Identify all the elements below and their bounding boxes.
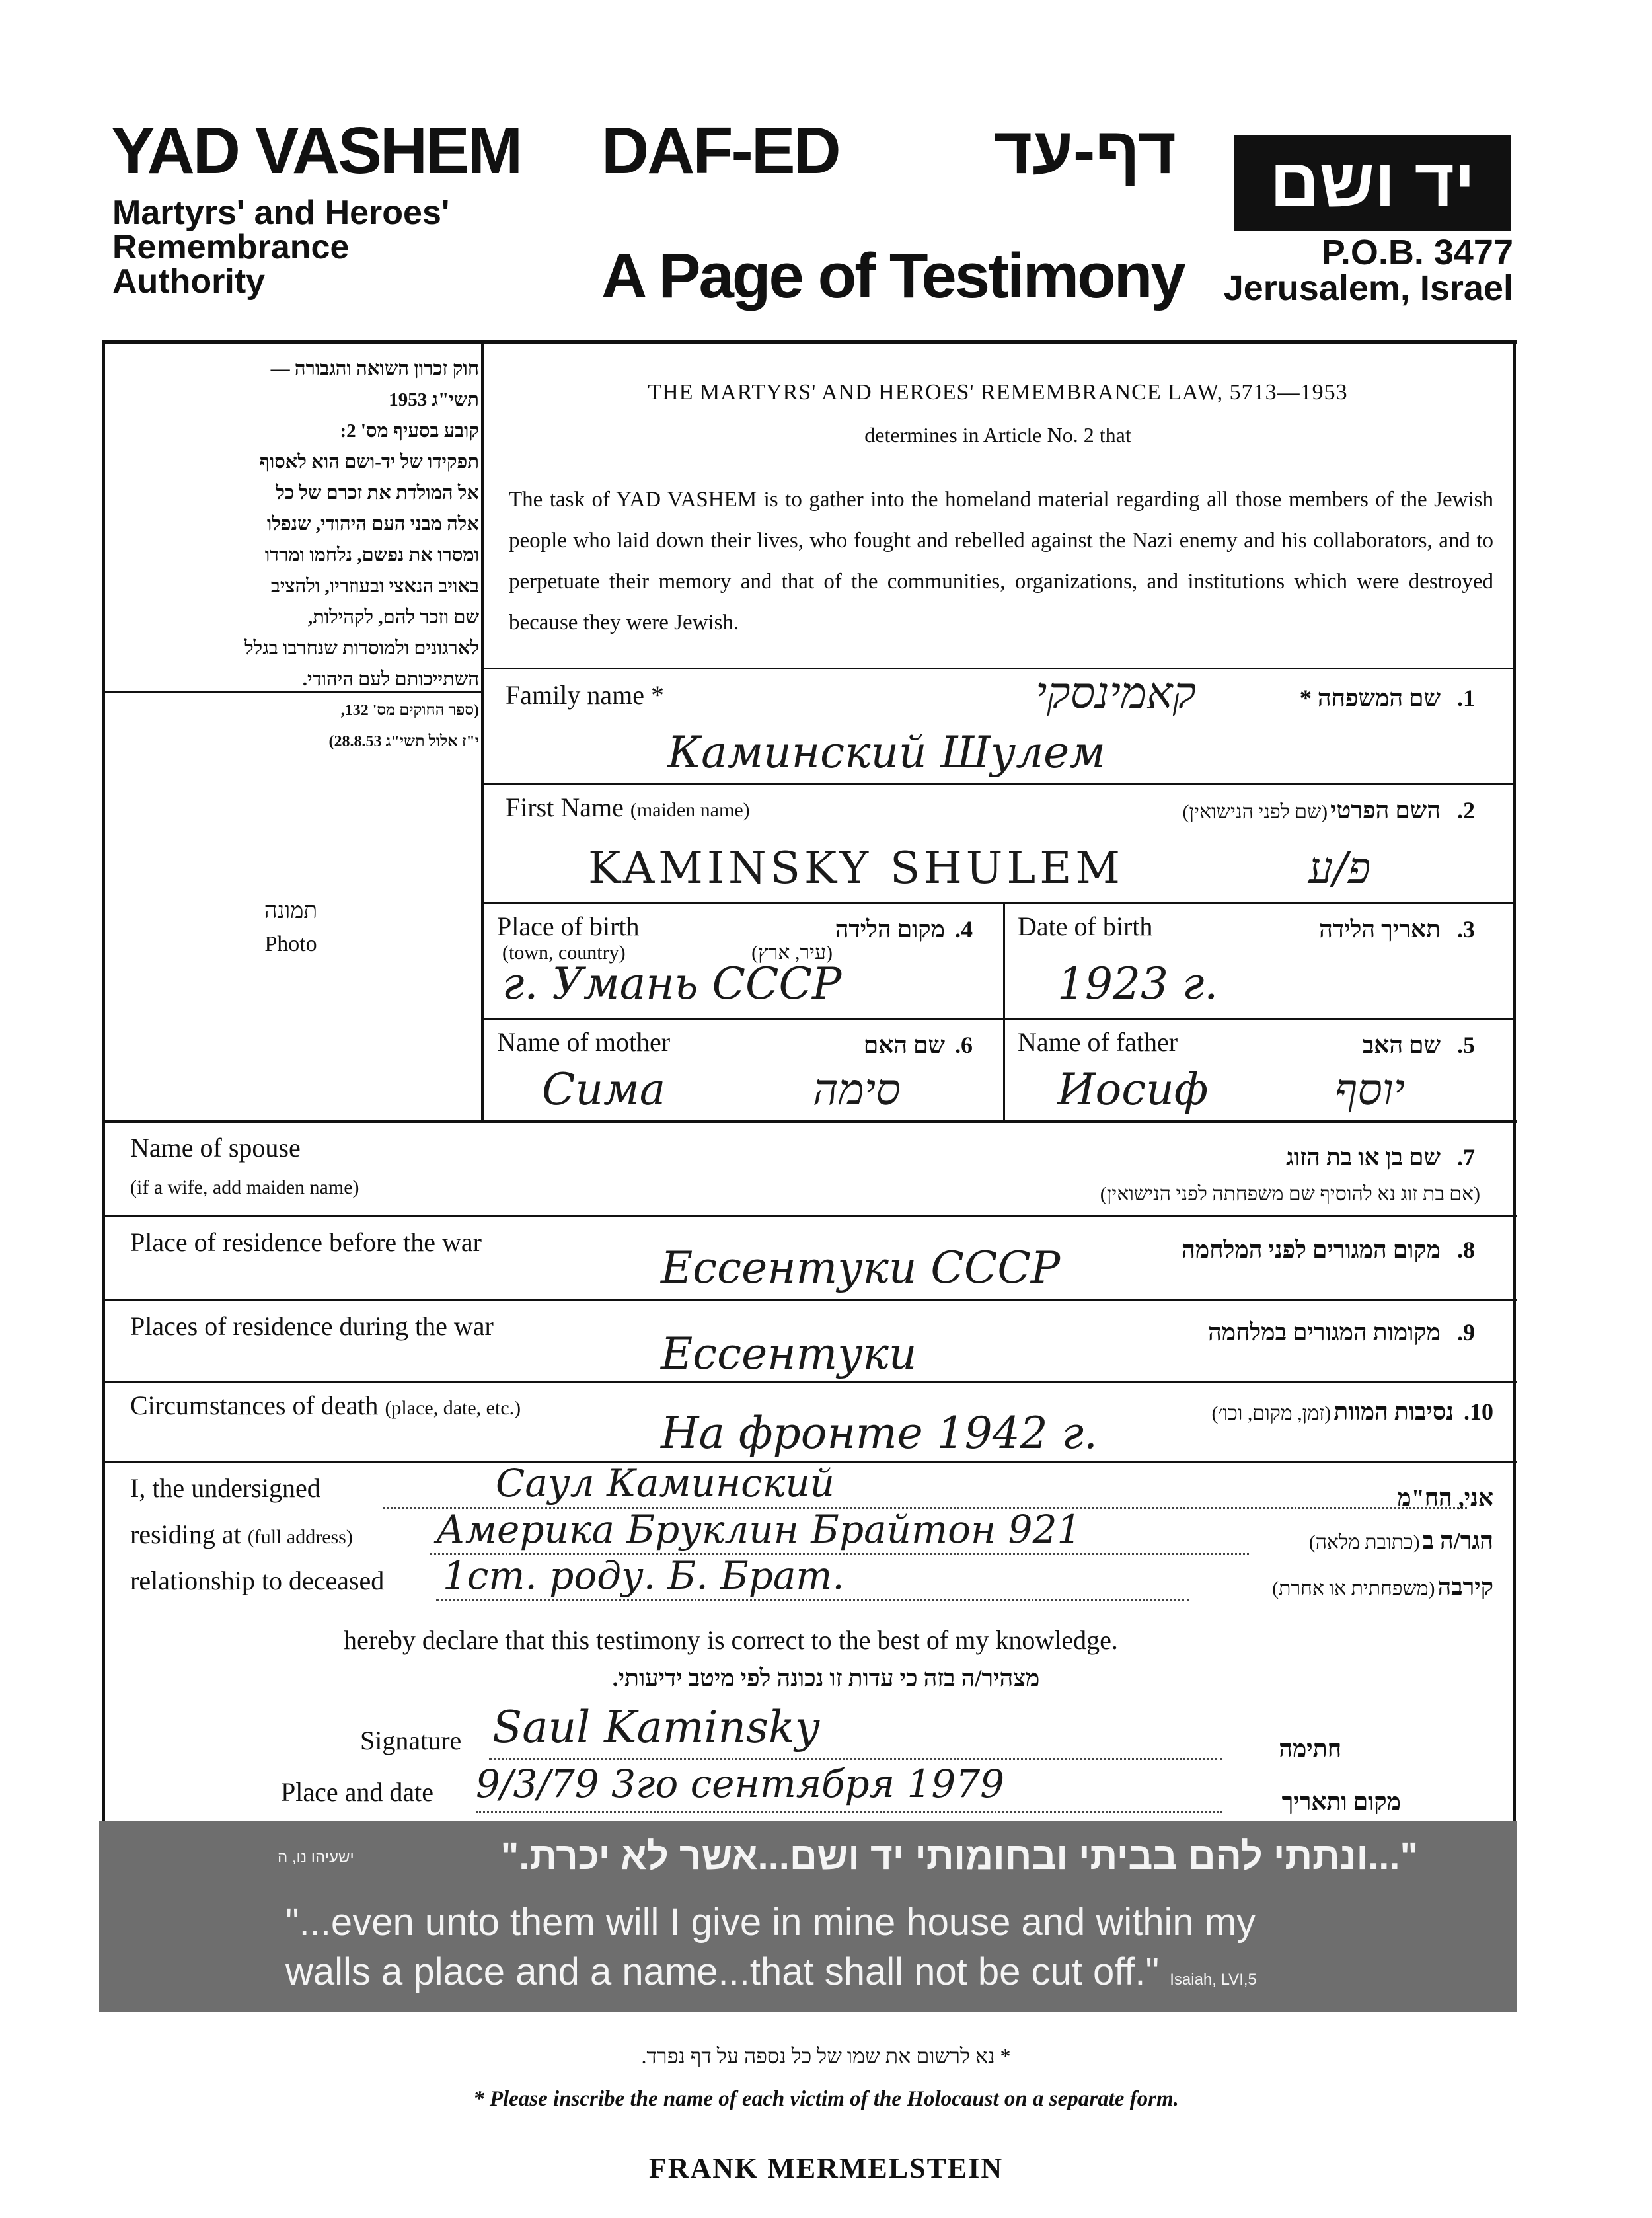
row-line-6: [102, 1299, 1517, 1301]
residence-before-label-hebrew: מקום המגורים לפני המלחמה: [1182, 1237, 1441, 1263]
row-line-3: [481, 1018, 1516, 1020]
residence-during-label: Places of residence during the war: [130, 1311, 494, 1341]
banner-quote-line-2: [285, 1950, 1257, 1994]
death-label-text: Circumstances of death: [130, 1391, 379, 1420]
footnote: * Please inscribe the name of each victim of the Holocaust on a separate form.: [473, 2087, 1179, 2111]
row-line-1: [481, 783, 1516, 785]
law-he-line: שם וזכר להם, לקהילות,: [307, 607, 479, 628]
law-text-hebrew: [109, 354, 479, 757]
law-he-line: לארגונים ולמוסדות שנחרבו בגלל: [244, 638, 479, 659]
org-name: YAD VASHEM: [111, 114, 521, 188]
undersigned-label: I, the undersigned: [130, 1473, 320, 1503]
family-name-label-hebrew: שם המשפחה *: [1299, 685, 1441, 711]
father-name-value-hebrew[interactable]: יוסף: [1335, 1064, 1405, 1115]
residing-he-text: הגר/ה ב: [1422, 1527, 1493, 1554]
relationship-value[interactable]: 1ст. роду. Б. Брат.: [443, 1553, 845, 1598]
row-line-7: [102, 1381, 1517, 1383]
place-of-birth-label: Place of birth: [497, 911, 640, 941]
law-he-line: ומסרו את נפשם, נלחמו ומרדו: [264, 545, 479, 566]
first-name-he-note: (שם לפני הנישואין): [1182, 801, 1328, 823]
org-subtitle: [112, 196, 456, 299]
death-value[interactable]: На фронте 1942 г.: [661, 1408, 1098, 1459]
city: Jerusalem, Israel: [1223, 268, 1513, 308]
row-line-4: [102, 1120, 1517, 1123]
relationship-line: [436, 1599, 1189, 1601]
residence-before-value[interactable]: Ессентуки СССР: [661, 1243, 1061, 1293]
place-date-value[interactable]: 9/3/79 3го сентября 1979: [476, 1761, 1005, 1806]
relationship-label-hebrew: [1189, 1573, 1493, 1601]
first-name-he-text: השם הפרטי: [1330, 797, 1441, 823]
signature-label-hebrew: חתימה: [1279, 1736, 1341, 1762]
address-block: [1189, 235, 1513, 306]
date-of-birth-label: Date of birth: [1018, 911, 1153, 941]
place-date-line: [476, 1811, 1222, 1813]
declaration-text-hebrew: מצהיר/ה בזה כי עדות זו נכונה לפי מיטב ידיעותי.: [612, 1665, 1040, 1691]
row-line-5: [102, 1215, 1517, 1217]
father-name-label: Name of father: [1018, 1027, 1178, 1057]
form-top-border: [102, 340, 1517, 344]
daf-ed-title: DAF-ED: [601, 114, 839, 188]
family-name-label: Family name *: [506, 680, 664, 710]
law-subtitle: determines in Article No. 2 that: [864, 423, 1131, 447]
place-of-birth-label-hebrew: מקום הלידה: [835, 916, 945, 942]
place-of-birth-value[interactable]: г. Умань СССР: [502, 958, 842, 1009]
death-label-note: (place, date, etc.): [385, 1397, 521, 1419]
relationship-label: relationship to deceased: [130, 1566, 385, 1595]
first-name-label-text: First Name: [506, 792, 624, 822]
field-number: .8: [1457, 1237, 1475, 1263]
org-subtitle-line: Remembrance: [112, 228, 350, 266]
place-of-birth-he-note: (עיר, ארץ): [751, 942, 833, 964]
residence-during-value[interactable]: Ессентуки: [661, 1328, 917, 1379]
field-number: .1: [1457, 685, 1475, 711]
left-panel-divider: [481, 340, 484, 1120]
field-number: .6: [955, 1032, 973, 1058]
form-left-border: [102, 340, 105, 1120]
relationship-he-text: קירבה: [1437, 1574, 1493, 1600]
undersigned-label-hebrew: אני, הח"מ: [1397, 1484, 1493, 1511]
field-number: .4: [955, 916, 973, 942]
first-name-label-note: (maiden name): [630, 799, 750, 821]
spouse-label: Name of spouse: [130, 1133, 301, 1163]
law-he-line: י"ז אלול תשי"ג 28.8.53): [328, 733, 479, 750]
law-title: THE MARTYRS' AND HEROES' REMEMBRANCE LAW, 5713—1953: [648, 380, 1348, 404]
mother-name-label-hebrew: שם האם: [863, 1032, 945, 1058]
residence-before-label: Place of residence before the war: [130, 1227, 482, 1257]
daf-ed-hebrew: דף-עד: [993, 114, 1176, 188]
father-name-label-hebrew: שם האב: [1362, 1032, 1441, 1058]
death-label-hebrew: [1084, 1398, 1454, 1426]
residing-label: [130, 1520, 353, 1549]
date-of-birth-label-hebrew: תאריך הלידה: [1319, 916, 1441, 942]
mother-name-value[interactable]: Сима: [542, 1064, 666, 1115]
banner-quote-hebrew: "...ונתתי להם בביתי ובחומותי יד ושם...אשר לא יכרת.": [500, 1835, 1418, 1878]
field-number: .3: [1457, 916, 1475, 942]
field-number: .2: [1457, 797, 1475, 823]
yad-vashem-logo: יד ושם: [1234, 135, 1511, 231]
law-he-line: תפקידו של יד-ושם הוא לאסוף: [259, 451, 479, 473]
law-he-line: חוק זכרון השואה והגבורה —: [270, 358, 479, 379]
first-name-label: [506, 793, 750, 822]
law-he-line: (ספר החוקים מס' 132,: [340, 702, 479, 719]
law-he-line: אלה מבני העם היהודי, שנפלו: [266, 514, 479, 535]
declaration-text: hereby declare that this testimony is correct to the best of my knowledge.: [344, 1625, 1118, 1655]
column-divider: [1003, 902, 1005, 1120]
first-name-value[interactable]: KAMINSKY SHULEM: [588, 843, 1124, 894]
first-name-label-hebrew: [1031, 796, 1441, 824]
photo-label: Photo: [264, 932, 317, 956]
relationship-he-note: (משפחתית או אחרת): [1272, 1578, 1435, 1599]
field-number: .10: [1464, 1398, 1493, 1425]
death-label: [130, 1391, 521, 1420]
signature-value[interactable]: Saul Kaminsky: [492, 1702, 820, 1753]
father-name-value[interactable]: Иосиф: [1057, 1064, 1209, 1115]
residing-he-note: (כתובת מלאה): [1308, 1531, 1420, 1553]
law-he-line: השתייכותם לעם היהודי.: [302, 669, 479, 690]
family-name-value-hebrew[interactable]: קאמינסקי: [1035, 668, 1196, 718]
banner-reference: Isaiah, LVI,5: [1170, 1971, 1257, 1989]
spouse-he-note: (אם בת זוג נא להוסיף שם משפחתה לפני הנישואין): [1100, 1183, 1480, 1205]
spouse-note: (if a wife, add maiden name): [130, 1176, 359, 1198]
field-number: .5: [1457, 1032, 1475, 1058]
scripture-banner: [99, 1821, 1517, 2012]
po-box: P.O.B. 3477: [1321, 233, 1513, 272]
residing-label-note: (full address): [247, 1526, 353, 1548]
residence-during-label-hebrew: מקומות המגורים במלחמה: [1208, 1319, 1441, 1346]
residing-value[interactable]: Америка Бруклин Брайтон 921: [436, 1507, 1082, 1552]
stamp-name: FRANK MERMELSTEIN: [648, 2152, 1004, 2184]
family-name-value[interactable]: Каминский Шулем: [667, 727, 1106, 778]
mother-name-label: Name of mother: [497, 1027, 671, 1057]
signature-label: Signature: [360, 1726, 462, 1755]
place-of-birth-note: (town, country): [502, 942, 626, 964]
form-right-border: [1513, 340, 1516, 1821]
residing-label-hebrew: [1242, 1527, 1493, 1554]
death-he-note: (זמן, מקום, וכו׳): [1211, 1402, 1332, 1424]
banner-quote-line-1: "...even unto them will I give in mine house and within my: [285, 1901, 1256, 1944]
signature-line: [489, 1758, 1222, 1760]
place-date-label-hebrew: מקום ותאריך: [1281, 1788, 1401, 1815]
org-subtitle-line: Authority: [112, 262, 266, 301]
death-he-text: נסיבות המוות: [1333, 1398, 1454, 1425]
page-title: A Page of Testimony: [601, 241, 1184, 311]
residing-label-text: residing at: [130, 1519, 241, 1549]
field-number: .7: [1457, 1144, 1475, 1170]
row-line-2: [481, 902, 1516, 904]
photo-label-hebrew: תמונה: [264, 899, 318, 923]
law-he-line: באויב הנאצי ובעוזריו, ולהציב: [270, 576, 479, 597]
mother-name-value-hebrew[interactable]: סימה: [813, 1064, 901, 1115]
undersigned-value[interactable]: Саул Каминский: [496, 1461, 835, 1506]
org-subtitle-line: Martyrs' and Heroes': [112, 194, 450, 232]
spouse-label-hebrew: שם בן או בת הזוג: [1286, 1144, 1441, 1170]
law-body: The task of YAD VASHEM is to gather into the homeland material regarding all those members of the Jewish people who laid down their lives, who fought and rebelled against the Nazi enemy and his collaborators, and to perpetuate their memory and that of the communities, organizations, and institutions which were destroyed because they were Jewish.: [509, 488, 1493, 634]
banner-reference-hebrew: ישעיהו נו, ה: [278, 1849, 354, 1866]
banner-quote-text: walls a place and a name...that shall not be cut off.": [285, 1950, 1160, 1993]
law-he-line: אל המולדת את זכרם של כל: [276, 482, 479, 504]
law-he-line: תשי"ג 1953: [389, 389, 479, 410]
date-of-birth-value[interactable]: 1923 г.: [1057, 958, 1219, 1009]
law-he-line: קובע בסעיף מס' 2:: [340, 420, 479, 441]
place-date-label: Place and date: [281, 1777, 433, 1807]
footnote-hebrew: * נא לרשום את שמו של כל נספה על דף נפרד.: [641, 2044, 1011, 2068]
field-number: .9: [1457, 1319, 1475, 1346]
first-name-value-hebrew[interactable]: פ/ע: [1308, 843, 1371, 894]
